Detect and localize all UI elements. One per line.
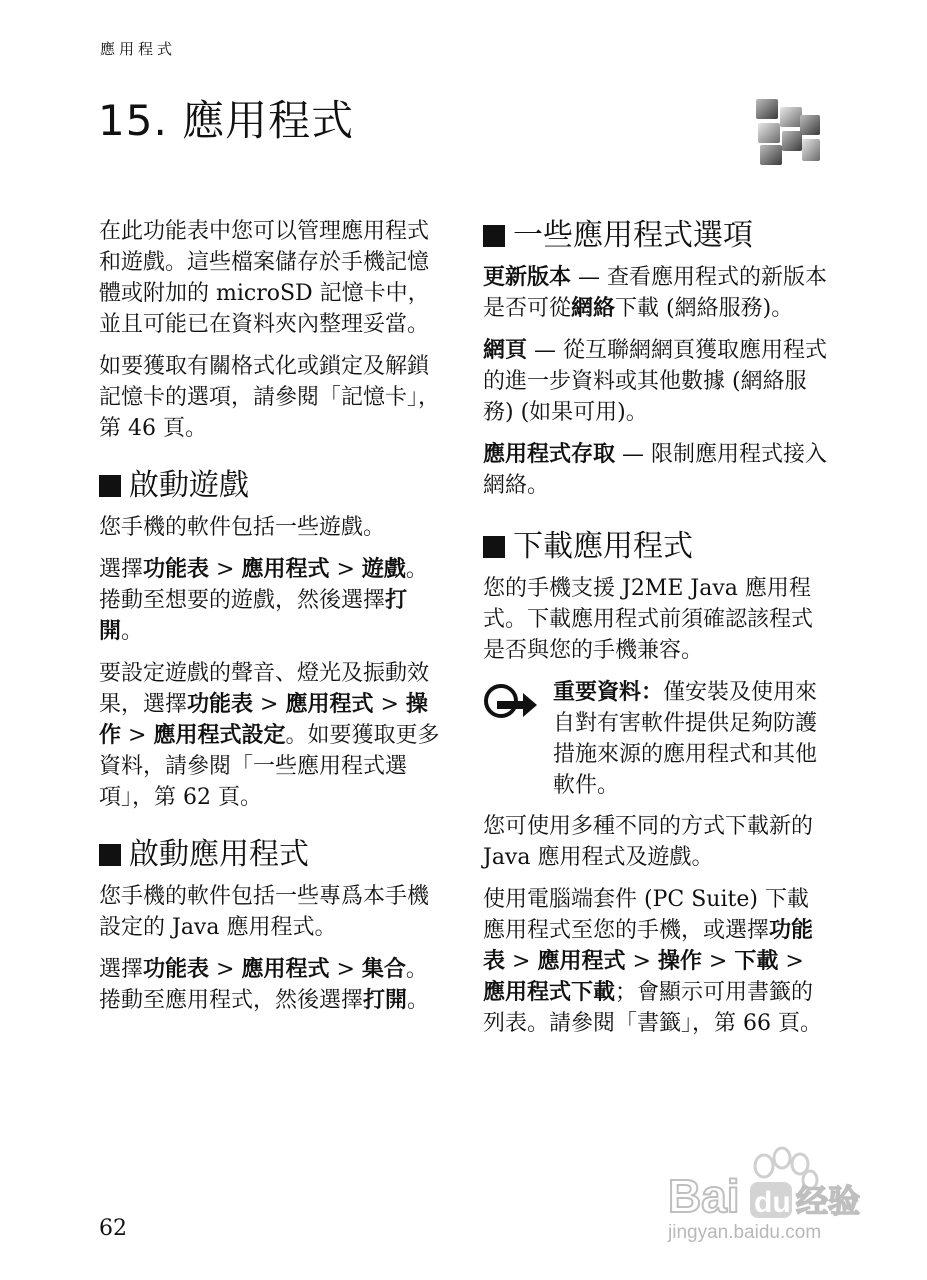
paragraph: 您手機的軟件包括一些遊戲。	[99, 515, 386, 540]
section-application-options	[483, 216, 828, 501]
left-column	[99, 216, 444, 1027]
section-heading: 一些應用程式選項	[483, 216, 828, 256]
note-text: 重要資料：僅安裝及使用來自對有害軟件提供足夠防護措施來源的應用程式和其他軟件。	[553, 679, 818, 798]
svg-text:jingyan.baidu.com: jingyan.baidu.com	[668, 1222, 822, 1243]
baidu-jingyan-watermark-logo	[664, 1140, 879, 1245]
svg-text:du: du	[754, 1186, 791, 1219]
paragraph: 您可使用多種不同的方式下載新的 Java 應用程式及遊戲。	[483, 814, 814, 870]
svg-text:Bai: Bai	[668, 1170, 740, 1222]
important-arrow-icon	[483, 681, 539, 721]
paragraph: 使用電腦端套件 (PC Suite) 下載應用程式至您的手機，或選擇功能表 > 應用程式 > 操作 > 下載 > 應用程式下載；會顯示可用書籤的列表。請參閱「書籤」，第 66 頁。	[483, 887, 822, 1036]
svg-text:经验: 经验	[796, 1182, 861, 1220]
option-item: 更新版本 — 查看應用程式的新版本是否可從網絡下載 (網絡服務)。	[483, 264, 828, 321]
section-heading: 啟動遊戲	[99, 466, 444, 506]
page-number: 62	[99, 1216, 127, 1241]
bullet-square-icon	[99, 475, 121, 497]
section-heading: 啟動應用程式	[99, 835, 444, 875]
bullet-square-icon	[99, 844, 121, 866]
paragraph: 選擇功能表 > 應用程式 > 集合。捲動至應用程式，然後選擇打開。	[99, 956, 430, 1013]
intro-paragraph: 如要獲取有關格式化或鎖定及解鎖記憶卡的選項，請參閱「記憶卡」，第 46 頁。	[99, 354, 441, 441]
running-head: 應用程式	[100, 40, 177, 58]
bullet-square-icon	[483, 225, 505, 247]
paragraph: 您的手機支援 J2ME Java 應用程式。下載應用程式前須確認該程式是否與您的手機兼容。	[483, 576, 814, 663]
section-heading: 下載應用程式	[483, 527, 828, 567]
bullet-square-icon	[483, 536, 505, 558]
note-icon	[483, 677, 553, 801]
applications-cube-icon	[752, 97, 824, 169]
section-launch-games	[99, 466, 444, 813]
important-note	[483, 677, 828, 801]
section-download-applications	[483, 527, 828, 1039]
option-item: 網頁 — 從互聯網網頁獲取應用程式的進一步資料或其他數據 (網絡服務) (如果可用)。	[483, 337, 828, 425]
paragraph: 選擇功能表 > 應用程式 > 遊戲。捲動至想要的遊戲，然後選擇打開。	[99, 556, 428, 644]
intro-paragraph: 在此功能表中您可以管理應用程式和遊戲。這些檔案儲存於手機記憶體或附加的 microSD 記憶卡中，並且可能已在資料夾內整理妥當。	[99, 219, 430, 337]
chapter-title: 15. 應用程式	[98, 96, 355, 145]
paragraph: 要設定遊戲的聲音、燈光及振動效果，選擇功能表 > 應用程式 > 操作 > 應用程式設定。如要獲取更多資料，請參閱「一些應用程式選項」，第 62 頁。	[99, 661, 440, 810]
option-item: 應用程式存取 — 限制應用程式接入網絡。	[483, 441, 828, 498]
section-launch-applications	[99, 835, 444, 1016]
paragraph: 您手機的軟件包括一些專爲本手機設定的 Java 應用程式。	[99, 884, 430, 940]
right-column	[483, 216, 828, 1050]
